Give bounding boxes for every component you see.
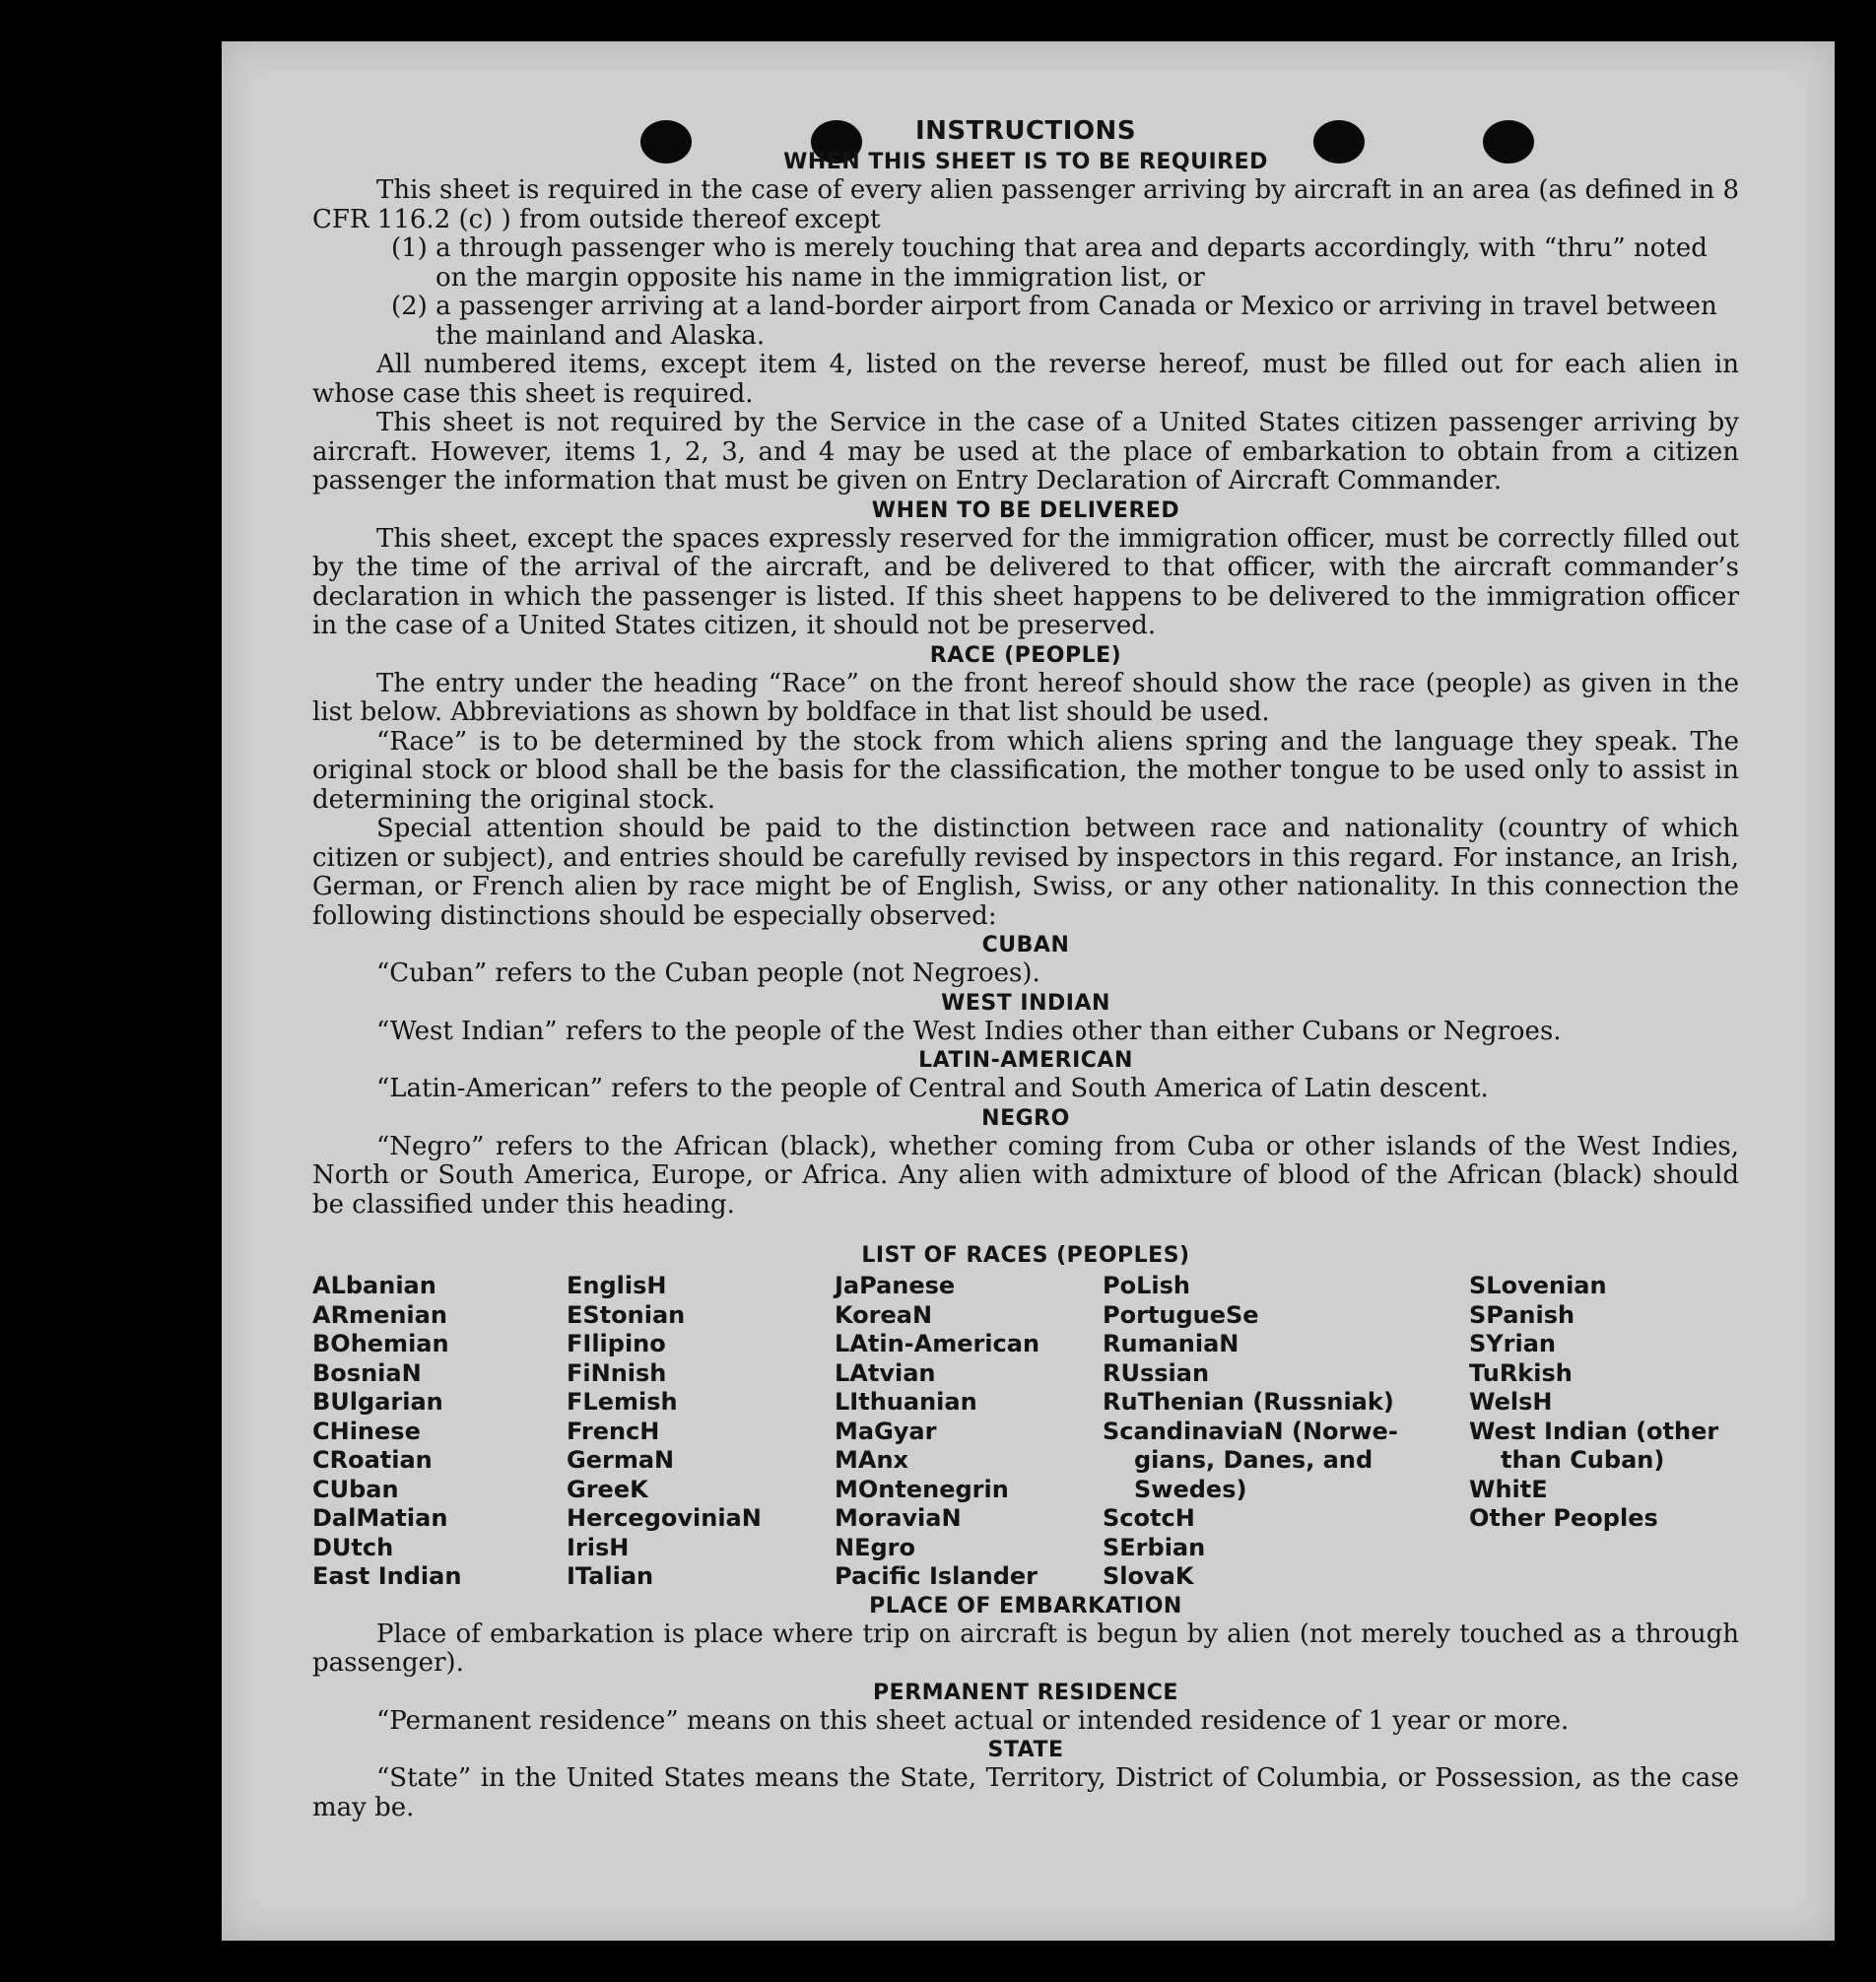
race-entry: EnglisH	[567, 1272, 667, 1299]
race-entry: MaGyar	[835, 1417, 937, 1445]
paragraph: This sheet, except the spaces expressly reserved for the immigration officer, must be correctly filled out by the time of the arrival of the aircraft, and be delivered to that officer, with the aircraft commander’s declaration in which the passenger is listed. If this sheet happens to be delivered to the immigration officer in the case of a United States citizen, it should not be preserved.	[312, 523, 1739, 640]
paragraph: Place of embarkation is place where trip on aircraft is begun by alien (not merely touched as a through passenger).	[312, 1619, 1739, 1678]
paragraph: This sheet is required in the case of every alien passenger arriving by aircraft in an area (as defined in 8 CFR 116.2 (c) ) from outside thereof except	[312, 175, 1739, 234]
race-entry: PoLish	[1103, 1272, 1190, 1299]
paragraph: “Negro” refers to the African (black), whether coming from Cuba or other islands of the West Indies, North or South America, Europe, or Africa. Any alien with admixture of blood of the African (black) should be classified under this heading.	[312, 1131, 1739, 1220]
race-entry: MOntenegrin	[835, 1475, 1009, 1503]
paragraph: The entry under the heading “Race” on the front hereof should show the race (people) as given in the list below. Abbreviations as shown by boldface in that list should be used.	[312, 668, 1739, 727]
race-entry: gians, Danes, and	[1134, 1446, 1374, 1474]
race-entry: ScandinaviaN (Norwe-	[1103, 1417, 1398, 1445]
race-entry: BUlgarian	[312, 1388, 443, 1416]
races-column	[567, 1272, 835, 1592]
races-column	[1469, 1272, 1739, 1592]
race-entry: BosniaN	[312, 1358, 422, 1387]
page-title: INSTRUCTIONS	[914, 116, 1137, 146]
race-entry: DalMatian	[312, 1504, 448, 1532]
paragraph: This sheet is not required by the Service in the case of a United States citizen passenger arriving by aircraft. However, items 1, 2, 3, and 4 may be used at the place of embarkation to obtain from a citizen passenger the information that must be given on Entry Declaration of Aircraft Commander.	[312, 408, 1739, 496]
section-heading-delivered: WHEN TO BE DELIVERED	[871, 497, 1180, 523]
paragraph: “State” in the United States means the State, Territory, District of Columbia, or Possession, as the case may be.	[312, 1763, 1739, 1822]
section-heading-list-of-races: LIST OF RACES (PEOPLES)	[861, 1243, 1190, 1268]
race-entry: HercegoviniaN	[567, 1504, 762, 1532]
race-entry: Swedes)	[1134, 1475, 1247, 1503]
race-entry: LIthuanian	[835, 1388, 977, 1416]
race-entry: KoreaN	[835, 1300, 933, 1329]
race-entry: PortugueSe	[1103, 1300, 1259, 1329]
paragraph: All numbered items, except item 4, listed on the reverse hereof, must be filled out for each alien in whose case this sheet is required.	[312, 350, 1739, 409]
paragraph: “West Indian” refers to the people of the West Indies other than either Cubans or Negroes.	[376, 1016, 1562, 1046]
race-entry: SErbian	[1103, 1533, 1206, 1561]
paragraph: “Latin-American” refers to the people of Central and South America of Latin descent.	[376, 1074, 1489, 1103]
races-column	[312, 1272, 567, 1592]
list-item: (2) a passenger arriving at a land-border airport from Canada or Mexico or arriving in travel between the mainland and Alaska.	[391, 292, 1717, 351]
paragraph: “Permanent residence” means on this sheet actual or intended residence of 1 year or more.	[376, 1705, 1570, 1736]
race-entry: JaPanese	[835, 1272, 956, 1299]
race-entry: Other Peoples	[1469, 1504, 1658, 1532]
race-entry: SYrian	[1469, 1330, 1557, 1357]
race-entry: NEgro	[835, 1533, 915, 1561]
document-sheet	[222, 41, 1835, 1941]
paragraph: “Cuban” refers to the Cuban people (not Negroes).	[376, 958, 1040, 988]
race-entry: East Indian	[312, 1562, 462, 1590]
races-column	[835, 1272, 1103, 1592]
race-entry: TuRkish	[1469, 1358, 1573, 1387]
races-list	[312, 1272, 1739, 1592]
race-entry: SlovaK	[1103, 1562, 1194, 1590]
list-item: (1) a through passenger who is merely touching that area and departs accordingly, with “thru” noted on the margin opposite his name in the immigration list, or	[391, 233, 1708, 293]
race-entry: than Cuban)	[1501, 1446, 1665, 1474]
section-heading-latin-american: LATIN-AMERICAN	[918, 1048, 1133, 1073]
race-entry: ARmenian	[312, 1300, 447, 1329]
race-entry: FLemish	[567, 1388, 678, 1416]
instructions-content	[312, 112, 1739, 1822]
paragraph: Special attention should be paid to the distinction between race and nationality (country of which citizen or subject), and entries should be carefully revised by inspectors in this regard. For instance, an Irish, German, or French alien by race might be of English, Swiss, or any other nationality. In this connection the following distinctions should be especially observed:	[312, 814, 1739, 931]
race-entry: West Indian (other	[1469, 1417, 1719, 1445]
race-entry: Pacific Islander	[835, 1562, 1038, 1590]
race-entry: RumaniaN	[1103, 1330, 1240, 1357]
section-heading-negro: NEGRO	[981, 1105, 1070, 1131]
race-entry: CUban	[312, 1475, 399, 1503]
race-entry: ITalian	[567, 1562, 654, 1590]
paragraph: “Race” is to be determined by the stock from which aliens spring and the language they speak. The original stock or blood shall be the basis for the classification, the mother tongue to be used only to assist in determining the original stock.	[312, 726, 1739, 815]
race-entry: CRoatian	[312, 1446, 433, 1474]
race-entry: SPanish	[1469, 1300, 1575, 1329]
race-entry: FrencH	[567, 1417, 660, 1445]
race-entry: ScotcH	[1103, 1504, 1195, 1532]
section-heading-race: RACE (PEOPLE)	[929, 642, 1122, 668]
section-heading-cuban: CUBAN	[981, 933, 1070, 958]
race-entry: MAnx	[835, 1446, 909, 1474]
races-column	[1103, 1272, 1469, 1592]
race-entry: MoraviaN	[835, 1504, 962, 1532]
race-entry: WhitE	[1469, 1475, 1548, 1503]
race-entry: FIlipino	[567, 1330, 666, 1357]
race-entry: LAtin-American	[835, 1330, 1040, 1357]
section-heading-embarkation: PLACE OF EMBARKATION	[869, 1593, 1182, 1619]
section-heading-required: WHEN THIS SHEET IS TO BE REQUIRED	[783, 150, 1268, 174]
section-heading-west-indian: WEST INDIAN	[941, 990, 1110, 1016]
race-entry: FiNnish	[567, 1358, 667, 1387]
section-heading-state: STATE	[987, 1738, 1064, 1762]
race-entry: SLovenian	[1469, 1272, 1607, 1299]
race-entry: GreeK	[567, 1475, 648, 1503]
race-entry: CHinese	[312, 1417, 421, 1445]
race-entry: RuThenian (Russniak)	[1103, 1388, 1394, 1416]
race-entry: IrisH	[567, 1533, 630, 1561]
race-entry: EStonian	[567, 1300, 686, 1329]
race-entry: GermaN	[567, 1446, 675, 1474]
race-entry: LAtvian	[835, 1358, 936, 1387]
race-entry: BOhemian	[312, 1330, 449, 1357]
race-entry: WelsH	[1469, 1388, 1553, 1416]
race-entry: RUssian	[1103, 1358, 1210, 1387]
race-entry: DUtch	[312, 1533, 394, 1561]
race-entry: ALbanian	[312, 1272, 436, 1299]
section-heading-residence: PERMANENT RESIDENCE	[873, 1680, 1178, 1705]
